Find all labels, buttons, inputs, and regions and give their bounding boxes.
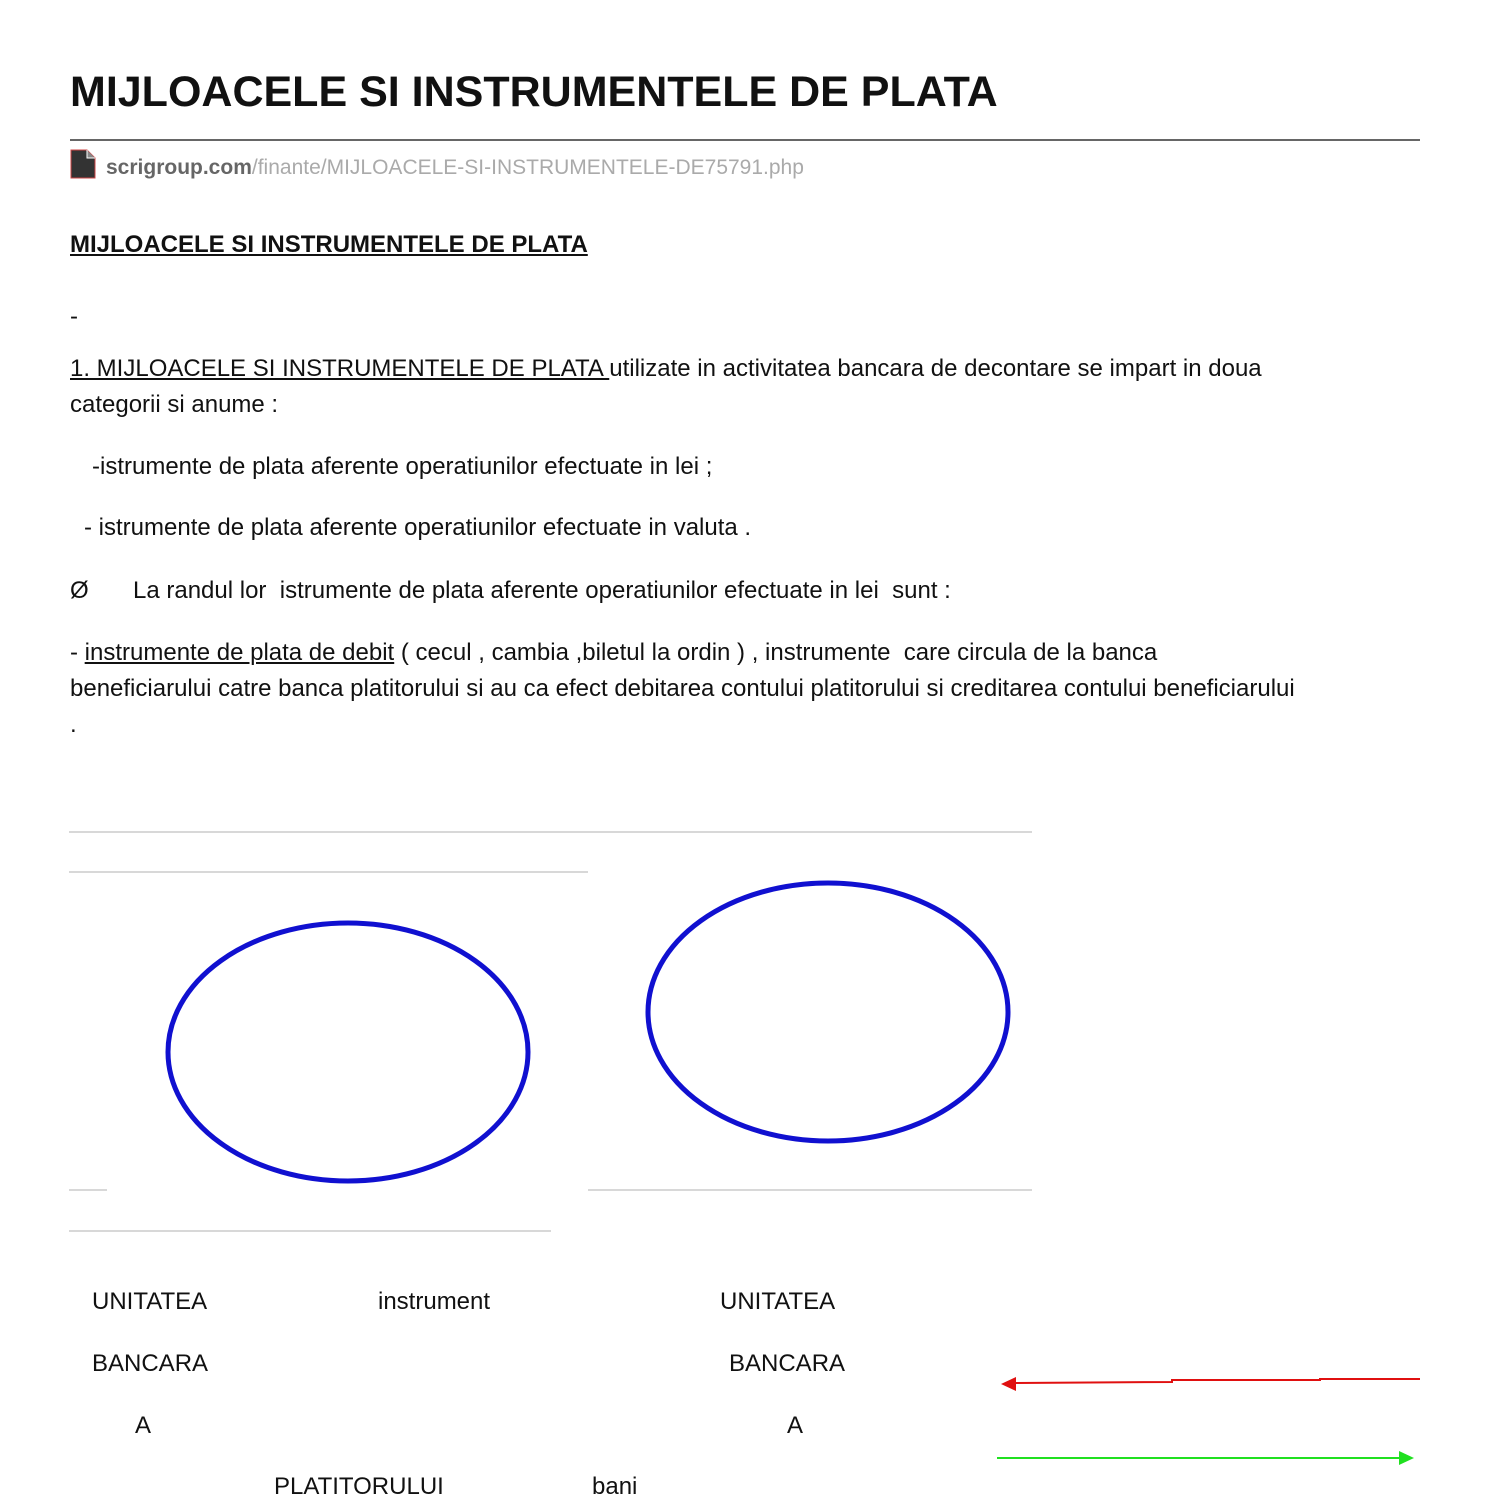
debit-term: instrumente de plata de debit xyxy=(84,639,395,666)
left-unit-line2: BANCARA xyxy=(92,1350,209,1377)
intro-line1: utilizate in activitatea bancara de decontare se impart in doua xyxy=(609,355,1262,382)
section-heading: MIJLOACELE SI INSTRUMENTELE DE PLATA xyxy=(70,231,588,258)
right-unit-line2: BANCARA xyxy=(729,1350,846,1377)
arrow-right-head xyxy=(1399,1451,1414,1465)
list-item-valuta: - istrumente de plata aferente operatiunilor efectuate in valuta . xyxy=(84,514,752,541)
left-unit-line1: UNITATEA xyxy=(92,1288,208,1315)
separator-dash: - xyxy=(70,303,78,330)
source-domain[interactable]: scrigroup.com xyxy=(106,156,252,179)
right-unit-line1: UNITATEA xyxy=(720,1288,836,1315)
intro-lead: 1. MIJLOACELE SI INSTRUMENTELE DE PLATA xyxy=(70,355,610,382)
page-title: MIJLOACELE SI INSTRUMENTELE DE PLATA xyxy=(70,68,998,116)
intro-line2: categorii si anume : xyxy=(70,391,279,418)
money-label: bani xyxy=(592,1473,638,1500)
platitor-label: PLATITORULUI xyxy=(274,1473,444,1500)
debit-line2: beneficiarului catre banca platitorului si au ca efect debitarea contului platitorului si creditarea contului beneficiarului xyxy=(70,675,1295,702)
bank-left-ellipse xyxy=(168,923,528,1181)
arrow-left-head xyxy=(1001,1377,1016,1391)
debit-prefix: - xyxy=(70,639,85,666)
source-path[interactable]: /finante/MIJLOACELE-SI-INSTRUMENTELE-DE75791.php xyxy=(251,156,804,179)
arrow-left-line xyxy=(1012,1379,1420,1383)
right-unit-line3: A xyxy=(787,1412,804,1439)
bullet-text: La randul lor istrumente de plata aferente operatiunilor efectuate in lei sunt : xyxy=(133,577,951,604)
list-item-lei: -istrumente de plata aferente operatiunilor efectuate in lei ; xyxy=(92,453,713,480)
middle-instrument-label: instrument xyxy=(378,1288,491,1315)
debit-rest: ( cecul , cambia ,biletul la ordin ) , instrumente care circula de la banca xyxy=(394,639,1158,666)
left-unit-line3: A xyxy=(135,1412,152,1439)
bullet-symbol: Ø xyxy=(70,577,89,604)
debit-line3: . xyxy=(70,711,77,738)
bank-right-ellipse xyxy=(648,883,1008,1141)
